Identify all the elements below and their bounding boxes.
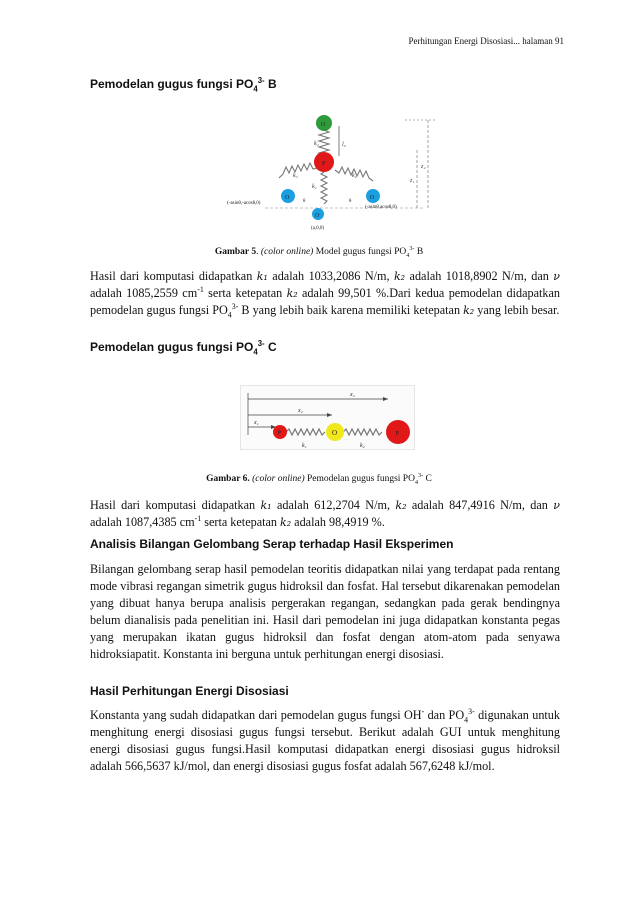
p2-k2b: k₂ xyxy=(280,516,292,529)
label-o-right: O xyxy=(370,195,375,201)
p1-t2: adalah 1033,2086 N/m, xyxy=(267,269,394,283)
p1-nu: ν xyxy=(553,270,560,283)
label-theta-2: θ xyxy=(349,199,352,204)
label-o-left: O xyxy=(285,195,290,201)
caption-text: Pemodelan gugus fungsi PO xyxy=(304,474,415,484)
p4-t1: Konstanta yang sudah didapatkan dari pemodelan gugus fungsi OH xyxy=(90,708,422,722)
p1-t7: B yang lebih baik karena memiliki ketepatan xyxy=(238,303,464,317)
p1-k2: k₂ xyxy=(394,270,406,283)
label-x1: x₁ xyxy=(254,420,259,426)
heading-suffix: B xyxy=(264,77,277,91)
p2-t6: adalah 98,4919 %. xyxy=(291,515,385,529)
label-o-center: O xyxy=(332,429,338,437)
p1-t3: adalah 1018,8902 N/m, dan xyxy=(405,269,554,283)
p1-sup1: -1 xyxy=(197,284,204,294)
coord-bottom: (a,0,0) xyxy=(311,226,325,231)
label-p-right: P xyxy=(395,431,399,437)
p4-t3: digunakan untuk menghitung energi disosiasi gugus fungsi tersebut. Berikut adalah GUI untuk menghitung energi disosiasi gugus fungsi.Hasil komputasi didapatkan energi disosiasi gugus hidroksil adalah 566,5637 kJ/mol, dan energi disosiasi gugus fosfat adalah 567,6248 kJ/mol. xyxy=(90,708,560,773)
label-k1: k₁ xyxy=(302,443,307,449)
section-heading-c xyxy=(90,339,277,357)
p1-t6: adalah 99,501 %.Dari kedua pemodelan didapatkan pemodelan gugus fungsi PO xyxy=(90,286,560,317)
running-header: Perhitungan Energi Disosiasi... halaman 91 xyxy=(408,36,564,46)
paragraph-dissociation xyxy=(90,707,560,775)
label-k1: k₁ xyxy=(312,184,317,190)
heading-text: Pemodelan gugus fungsi PO xyxy=(90,340,254,354)
p4-sup2: 3- xyxy=(468,706,475,716)
heading-sup: 3- xyxy=(257,76,265,85)
p2-t2: adalah 612,2704 N/m, xyxy=(271,498,396,512)
label-z1: z₁ xyxy=(410,178,415,184)
label-k4: k₄ xyxy=(314,141,319,147)
caption-sup: 3- xyxy=(418,472,424,479)
caption-sup: 3- xyxy=(409,245,415,252)
p4-sub: 4 xyxy=(464,715,469,725)
section-heading-analysis: Analisis Bilangan Gelombang Serap terhadap Hasil Eksperimen xyxy=(90,537,454,551)
figure-5-diagram xyxy=(225,108,440,233)
p2-k2: k₂ xyxy=(395,499,407,512)
label-l0: l₀ xyxy=(342,142,346,148)
figure-6-caption xyxy=(90,474,548,484)
p1-t4: adalah 1085,2559 cm xyxy=(90,286,198,300)
p4-t2: dan PO xyxy=(424,708,465,722)
label-x2: x₂ xyxy=(298,408,303,414)
p1-sup2: 3- xyxy=(231,301,239,311)
p2-k1: k₁ xyxy=(260,499,272,512)
caption-sub: 4 xyxy=(414,479,419,486)
label-o-top: O xyxy=(321,122,326,128)
p2-t4: adalah 1087,4385 cm xyxy=(90,515,195,529)
caption-text: Model gugus fungsi PO xyxy=(313,247,407,257)
heading-sub: 4 xyxy=(253,84,258,94)
heading-sup: 3- xyxy=(257,339,265,348)
label-x3: x₃ xyxy=(350,392,355,398)
p2-t5: serta ketepatan xyxy=(201,515,281,529)
p2-t1: Hasil dari komputasi didapatkan xyxy=(90,498,261,512)
caption-number: Gambar 6. xyxy=(206,474,250,484)
heading-text: Pemodelan gugus fungsi PO xyxy=(90,77,254,91)
label-theta-1: θ xyxy=(303,199,306,204)
label-o-bottom: O xyxy=(315,213,320,219)
figure-5-model xyxy=(225,108,440,233)
p2-sup1: -1 xyxy=(194,513,202,523)
p4-sup1: - xyxy=(421,706,425,716)
label-p: P xyxy=(322,161,326,167)
p1-k1: k₁ xyxy=(256,270,268,283)
coord-right: (-asinθ,acosθ,0) xyxy=(365,205,397,210)
figure-6-model xyxy=(240,385,415,450)
label-k2: k₂ xyxy=(352,173,357,179)
caption-tag: (color online) xyxy=(260,247,314,257)
label-p-left: P xyxy=(277,430,281,437)
caption-end: B xyxy=(414,247,424,257)
p2-t3: adalah 847,4916 N/m, dan xyxy=(406,498,554,512)
caption-end: C xyxy=(423,474,432,484)
p1-k2b: k₂ xyxy=(286,287,298,300)
label-k2: k₂ xyxy=(360,443,365,449)
figure-5-caption: Gambar 5. (color online) Model gugus fungsi $PO_4^{3-}$ B xyxy=(214,245,424,259)
section-heading-b xyxy=(90,76,277,94)
p1-k2c: k₂ xyxy=(463,304,475,317)
paragraph-analysis: Bilangan gelombang serap hasil pemodelan teoritis didapatkan nilai yang terdapat pada rentang mode vibrasi regangan simetrik gugus hidroksil dan fosfat. Hal tersebut dikarenakan pemodelan yang dibuat hanya berupa analisis pergerakan regangan, sedangkan pada gerak bendingnya belum dianalisis pada penelitian ini. Hasil dari pemodelan ini juga didapatkan konstanta pegas yang merupakan ikatan gugus hidroksil dan fosfat dengan atom-atom pada senyawa hidroksiapatit. Konstanta ini berguna untuk perhitungan energi disosiasi. xyxy=(90,562,560,661)
heading-suffix: C xyxy=(264,340,277,354)
heading-sub: 4 xyxy=(253,347,258,357)
p1-t5: serta ketepatan xyxy=(203,286,287,300)
caption-sub: 4 xyxy=(406,252,410,259)
p1-t8: yang lebih besar. xyxy=(474,303,560,317)
label-k3: k₃ xyxy=(293,173,298,179)
coord-left: (-asinθ,-acosθ,0) xyxy=(227,201,261,206)
caption-number: Gambar 5 xyxy=(214,247,257,257)
label-z2: z₂ xyxy=(421,164,426,170)
p1-t1: Hasil dari komputasi didapatkan xyxy=(90,269,257,283)
p1-sub: 4 xyxy=(227,310,232,320)
section-heading-result: Hasil Perhitungan Energi Disosiasi xyxy=(90,684,289,698)
paragraph-result-c xyxy=(90,497,560,531)
p2-nu: ν xyxy=(553,499,560,512)
paragraph-result-b xyxy=(90,268,560,319)
figure-6-diagram xyxy=(240,385,415,450)
caption-tag: (color online) xyxy=(252,474,305,484)
